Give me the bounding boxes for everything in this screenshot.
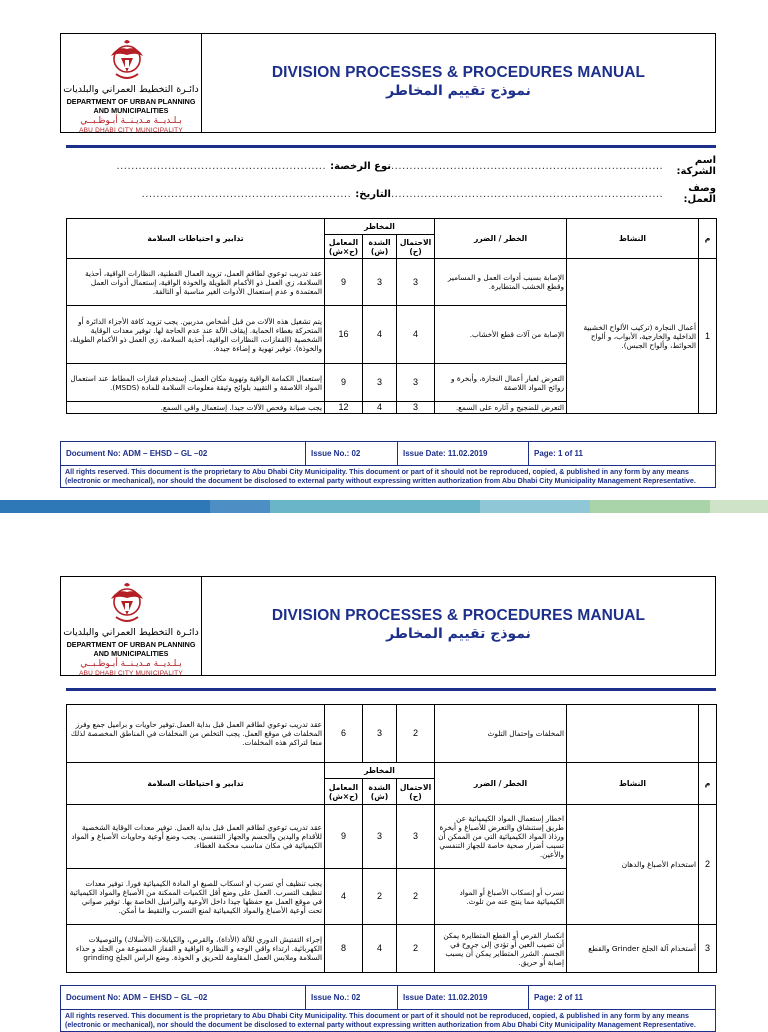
page-header [60,576,716,676]
document-number: Document No: ADM – EHSD – GL –02 [61,986,306,1009]
page-number: Page: 2 of 11 [534,993,583,1002]
hazard-cell: الإصابة بسبب أدوات العمل و المسامير وقطع الخشب المتطايرة. [435,259,567,306]
severity-cell: 4 [363,402,397,414]
activity-cell: استخدام الأصباغ والدهان [567,805,699,925]
col-header-controls: تدابير و احتياطات السلامة [67,763,325,805]
license-field[interactable] [66,161,391,172]
factor-cell: 12 [325,402,363,414]
form-title-arabic: نموذج تقييم المخاطر [386,83,531,99]
likelihood-cell: 4 [397,306,435,364]
license-value: ......................................................... [116,160,327,172]
controls-cell: يتم تشغيل هذه الآلات من قبل أشخاص مدربين. يجب تزويد كافة الأجزاء الدائرة أو المتحركة بغطاء الحماية. إيقاف الآلة عند عدم الحاجة لها. توفير معدات الوقاية الشخصية (القفازات، النظارات الواقية، أحذية السلامة، زي العمل ذو الأكمام الطويلة، والخوذة). توفير تهوية و إضاءة جيدة. [67,306,325,364]
col-header-likelihood: الاحتمال (ح) [397,779,435,805]
row-number: 1 [699,259,717,414]
hazard-cell: اخطار إستعمال المواد الكيميائية عن طريق إستنشاق والتعرض للأصباغ و أبخرة ورذاذ المواد الكيميائية التي من الممكن أن تسبب أضرار صحية خاصة للجهاز التنفسي والأعين. [435,805,567,869]
row-number [699,705,717,763]
col-header-severity: الشدة (ش) [363,779,397,805]
col-header-controls: تدابير و احتياطات السلامة [67,219,325,259]
controls-cell: عقد تدريب توعوي لطاقم العمل قبل بداية العمل.توفير حاويات و براميل جمع وفرز المخلفات في موقع العمل. يجب التخلص من المخلفات في المناطق المخصصة لذلك منعا لتراكم هذه المخلفات. [67,705,325,763]
col-header-no: م [699,763,717,805]
dept-name-line-1: DEPARTMENT OF URBAN PLANNING [66,640,196,649]
strip-segment [590,500,710,513]
dept-name-arabic: دائـرة التخطيط العمراني والبلديات [63,84,199,95]
municipality-name-english: ABU DHABI CITY MUNICIPALITY [79,127,183,134]
col-header-risks: المخاطر [325,763,435,779]
factor-cell: 9 [325,805,363,869]
municipality-name-english: ABU DHABI CITY MUNICIPALITY [79,670,183,677]
strip-segment [270,500,480,513]
issue-date: Issue Date: 11.02.2019 [398,442,529,465]
hazard-cell: المخلفات وإحتمال التلوث [435,705,567,763]
activity-cell [567,705,699,763]
risk-assessment-table [66,218,717,414]
table-row [67,259,717,306]
company-label: اسم الشركة: [676,155,716,177]
page-footer [60,985,716,1032]
header-title-block [202,577,715,675]
controls-cell: إستعمال الكمامة الواقية وتهوية مكان العمل. إستخدام قفازات المطاط عند استعمال المواد اللاصقة و التقييد بلوائح وثيقة معلومات السلامة للمادة (MSDS). [67,364,325,402]
strip-segment [0,500,210,513]
issue-number: Issue No.: 02 [306,442,398,465]
table-header-row [67,763,717,779]
row-number: 2 [699,805,717,925]
dept-name-arabic: دائـرة التخطيط العمراني والبلديات [63,627,199,638]
likelihood-cell: 3 [397,805,435,869]
activity-cell: أستخدام آلة الجلخ Grinder والقطع [567,925,699,973]
page-number: Page: 1 of 11 [534,449,583,458]
document-page-2 [0,548,768,1029]
page-header [60,33,716,133]
risk-assessment-table-continued [66,704,717,973]
strip-segment [480,500,590,513]
severity-cell: 3 [363,364,397,402]
table-header-row [67,219,717,235]
likelihood-cell: 3 [397,364,435,402]
issue-number: Issue No.: 02 [306,986,398,1009]
severity-cell: 3 [363,259,397,306]
likelihood-cell: 3 [397,259,435,306]
company-field[interactable] [391,155,716,177]
issue-date: Issue Date: 11.02.2019 [398,986,529,1009]
dept-name-line-2: AND MUNICIPALITIES [93,649,169,658]
severity-cell: 3 [363,705,397,763]
rights-notice: All rights reserved. This document is the proprietary to Abu Dhabi City Municipality. This document or part of it should not be reproduced, copied, & published in any form by any means (electronic or mechanical), nor should the document be disclosed to external party without expressing written authorization from Abu Dhabi City Municipality Management Representative. [65,468,696,485]
document-number: Document No: ADM – EHSD – GL –02 [61,442,306,465]
falcon-emblem-icon [105,38,149,84]
col-header-risks: المخاطر [325,219,435,235]
controls-cell: يجب صيانة وفحص الآلات جيدا. إستعمال واقي السمع. [67,402,325,414]
col-header-factor: المعامل (ح×ش) [325,235,363,259]
col-header-activity: النشاط [567,763,699,805]
page-separator-strip [0,500,768,513]
col-header-likelihood: الاحتمال (ح) [397,235,435,259]
table-row [67,805,717,869]
form-title-arabic: نموذج تقييم المخاطر [386,626,531,642]
hazard-cell: التعرض للضجيج و آثاره على السمع. [435,402,567,414]
document-page-1 [0,0,768,500]
hazard-cell: تسرب أو إنسكاب الأصباغ أو المواد الكيميائية مما ينتج عنه من تلوث. [435,869,567,925]
severity-cell: 3 [363,805,397,869]
likelihood-cell: 2 [397,705,435,763]
form-fields [66,152,716,208]
col-header-hazard: الخطر / الضرر [435,763,567,805]
date-value: ......................................................... [141,188,352,200]
hazard-cell: انكسار القرص أو القطع المتطايرة يمكن أن تصيب العين أو تؤدي إلى جروح في الجسم. الشرر المتطاير يمكن أن يسبب إصابة أو حريق. [435,925,567,973]
col-header-severity: الشدة (ش) [363,235,397,259]
col-header-hazard: الخطر / الضرر [435,219,567,259]
dept-name-english [61,640,201,658]
municipality-name-arabic: بـلـديــة مـديـنــة أبـوظـبــي [80,116,182,126]
manual-title: DIVISION PROCESSES & PROCEDURES MANUAL [271,607,646,624]
factor-cell: 4 [325,869,363,925]
activity-cell: أعمال النجارة (تركيب الألواح الخشبية الداخلية والخارجية، الأبواب، و ألواح الحوائط، وألواح الجبس). [567,259,699,414]
severity-cell: 4 [363,306,397,364]
factor-cell: 6 [325,705,363,763]
factor-cell: 9 [325,364,363,402]
table-row [67,705,717,763]
hazard-cell: الإصابة من آلات قطع الأخشاب. [435,306,567,364]
header-divider [66,145,716,148]
likelihood-cell: 2 [397,869,435,925]
work-description-field[interactable] [391,183,716,205]
controls-cell: عقد تدريب توعوي لطاقم العمل قبل بداية العمل. توفير معدات الوقاية الشخصية للأقدام واليدين والجسم والجهاز التنفسي. يجب وضع أوعية وحاويات الأصباغ و المواد الكيميائية في مكان مناسب محكمة الغطاء. [67,805,325,869]
row-number: 3 [699,925,717,973]
header-divider [66,688,716,691]
controls-cell: إجراء التفتيش الدوري للآلة (الأداة)، والقرص، والكيابلات (الأسلاك) والتوصيلات الكهربائية. ارتداء واقي الوجه و النظارة الواقية و القفاز المصنوعة من الجلد و حذاء السلامة وملابس العمل المقاومة للحريق و الخوذة. وضع الراس الجلخ grinding [67,925,325,973]
dept-name-english [61,97,201,115]
factor-cell: 8 [325,925,363,973]
license-label: نوع الرخصة: [330,160,391,172]
header-title-block [202,34,715,132]
factor-cell: 16 [325,306,363,364]
page-footer [60,441,716,488]
company-value: .......................................................................... [391,160,664,172]
factor-cell: 9 [325,259,363,306]
date-label: التاريخ: [355,188,391,200]
dept-name-line-1: DEPARTMENT OF URBAN PLANNING [66,97,196,106]
severity-cell: 4 [363,925,397,973]
municipality-logo [61,34,202,132]
falcon-emblem-icon [105,581,149,627]
severity-cell: 2 [363,869,397,925]
table-row [67,925,717,973]
likelihood-cell: 3 [397,402,435,414]
controls-cell: يجب تنظيف أي تسرب او انسكاب للصبغ او المادة الكيميائية فورا. توفير معدات تنظيف التسرب. العمل على وضع أقل الكميات الممكنة من الأصباغ والمواد الكيميائية في موقع العمل مع حفظها جيدا داخل الأوعية والبراميل الخاصة بها. توفير صواني تحت أوعية الأصباغ والمواد الكيميائية لمنع التسرب والتقيط ما أمكن. [67,869,325,925]
manual-title: DIVISION PROCESSES & PROCEDURES MANUAL [271,64,646,81]
col-header-activity: النشاط [567,219,699,259]
municipality-logo [61,577,202,675]
work-value: .......................................................................... [391,188,664,200]
strip-segment [710,500,768,513]
date-field[interactable] [66,189,391,200]
col-header-factor: المعامل (ح×ش) [325,779,363,805]
hazard-cell: التعرض لغبار أعمال النجارة، وأبخرة و روائح المواد اللاصقة [435,364,567,402]
municipality-name-arabic: بـلـديــة مـديـنــة أبـوظـبــي [80,659,182,669]
dept-name-line-2: AND MUNICIPALITIES [93,106,169,115]
strip-segment [210,500,270,513]
likelihood-cell: 2 [397,925,435,973]
rights-notice: All rights reserved. This document is the proprietary to Abu Dhabi City Municipality. This document or part of it should not be reproduced, copied, & published in any form by any means (electronic or mechanical), nor should the document be disclosed to external party without expressing written authorization from Abu Dhabi City Municipality Management Representative. [65,1012,696,1029]
col-header-no: م [699,219,717,259]
controls-cell: عقد تدريب توعوي لطاقم العمل، تزويد العمال القطنية، النظارات الواقية، أحذية السلامة، زي العمل ذو الأكمام الطويلة والخوذة الواقية، إستعمال أدوات العمل المعتمدة و عدم إستعمال الأدوات الغير مناسبة أو التالفة. [67,259,325,306]
work-label: وصف العمل: [683,183,716,205]
